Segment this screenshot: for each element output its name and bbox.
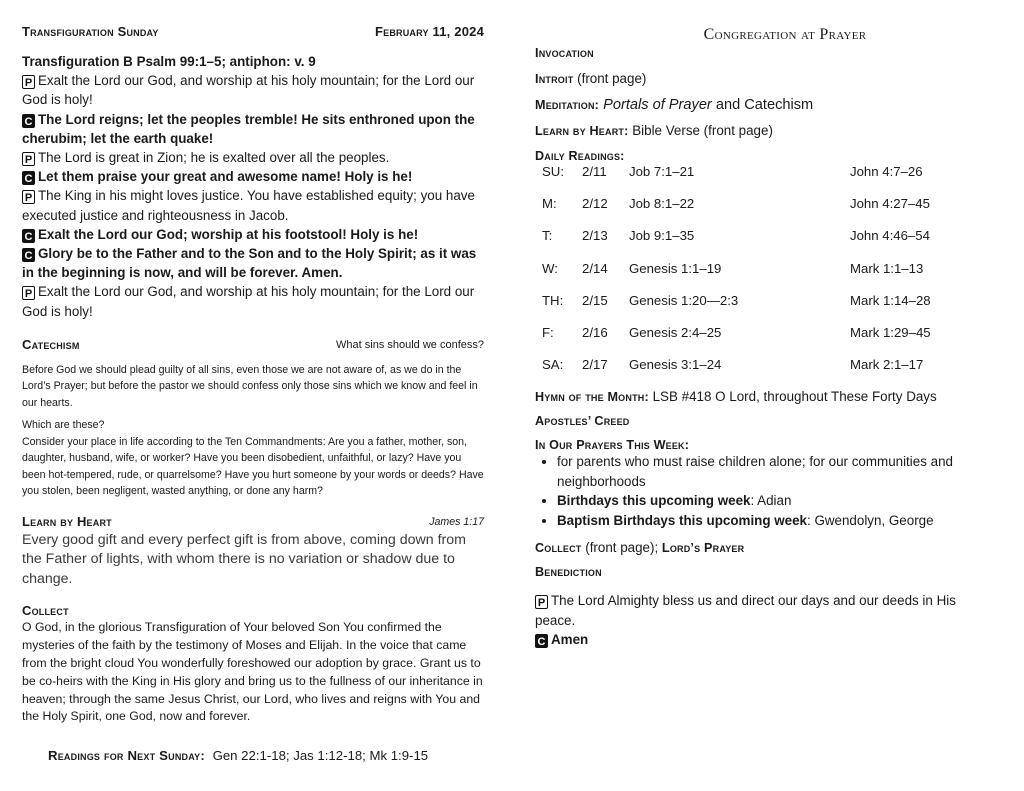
catechism-a2: Consider your place in life according to the Ten Commandments: Are you a father, mother, son, daughter, husband, wife, or worker? Have you been disobedient, unfaithful, or lazy? Have you been hot-tempered, rude, or quarrelsome? Have you hurt someone by your words or deeds? Have you stolen, been negligent, wasted anything, or done any harm? [22, 435, 484, 498]
verse-text: Every good gift and every perfect gift is from above, coming down from the Father of lights, with whom there is no variation or shadow due to change. [22, 531, 466, 587]
birthdays-label: Birthdays this upcoming week [557, 493, 751, 509]
reading-date: 2/16 [582, 324, 608, 340]
list-item [557, 511, 995, 531]
prayers-list [535, 452, 995, 530]
reading-ot: Genesis 2:4–25 [629, 324, 722, 340]
catechism-body [22, 362, 484, 500]
congregation-heading: Congregation at Prayer [703, 26, 867, 43]
learn-by-heart-section [22, 514, 484, 590]
catechism-question: What sins should we confess? [336, 338, 484, 351]
benediction-title: Benediction [535, 565, 602, 580]
congregation-icon: C [535, 634, 548, 648]
lords-prayer-label: Lord’s Prayer [661, 541, 745, 556]
meditation-label: Meditation: [535, 98, 600, 112]
right-collect-mid: (front page); [585, 540, 659, 556]
prayers-title: In Our Prayers This Week: [535, 438, 690, 453]
psalm-line-text: The King in his might loves justice. You have established equity; you have executed justice and righteousness in Jacob. [22, 188, 475, 223]
table-row [542, 193, 990, 225]
collect-prayer-line [535, 540, 995, 555]
psalm-line-text: Exalt the Lord our God; worship at his footstool! Holy is he! [38, 226, 419, 242]
psalm-line [22, 148, 484, 167]
right-learn-by-heart [535, 123, 995, 138]
collect-title: Collect [22, 603, 69, 619]
reading-day: TH: [542, 292, 564, 308]
baptism-names: : Gwendolyn, George [807, 512, 934, 528]
reading-date: 2/12 [582, 196, 608, 212]
reading-nt: John 4:46–54 [850, 228, 930, 244]
reading-ot: Genesis 1:1–19 [629, 260, 722, 276]
reading-nt: Mark 1:1–13 [850, 260, 924, 276]
pastor-icon: P [22, 152, 35, 166]
reading-day: SU: [542, 164, 564, 179]
catechism-q2: Which are these? [22, 419, 105, 432]
baptism-label: Baptism Birthdays this upcoming week [557, 512, 808, 528]
reading-date: 2/17 [582, 357, 608, 373]
verse-reference: James 1:17 [429, 515, 484, 528]
psalm-line-text: Glory be to the Father and to the Son and to the Holy Spirit; as it was in the beginning is now, and will be forever. Amen. [22, 246, 477, 281]
benediction-line [535, 591, 995, 629]
right-lbh-label: Learn by Heart: [535, 124, 629, 138]
benediction-line [535, 630, 995, 649]
introit-label: Introit [535, 72, 574, 86]
table-row [542, 322, 990, 354]
reading-day: T: [542, 228, 553, 244]
psalm-line-text: The Lord reigns; let the peoples tremble! He sits enthroned upon the cherubim; let the earth quake! [22, 111, 475, 146]
next-sunday-label: Readings for Next Sunday: [48, 748, 205, 763]
hymn-of-month [535, 389, 995, 404]
reading-day: SA: [542, 357, 564, 373]
reading-nt: John 4:7–26 [850, 164, 923, 179]
service-title: Transfiguration Sunday [22, 24, 159, 39]
reading-day: F: [542, 324, 554, 340]
reading-ot: Genesis 1:20—2:3 [629, 292, 739, 308]
learn-by-heart-title: Learn by Heart [22, 513, 112, 529]
invocation: Invocation [535, 46, 594, 60]
hymn-label: Hymn of the Month: [535, 390, 649, 405]
pastor-icon: P [22, 286, 35, 300]
list-item: • for parents who must raise children alone; for our communities and neighborhoods [557, 452, 995, 491]
reading-ot: Job 8:1–22 [629, 196, 695, 212]
introit-text: (front page) [577, 71, 647, 86]
reading-ot: Genesis 3:1–24 [629, 357, 722, 373]
left-column [22, 52, 484, 726]
psalm-line [22, 71, 484, 109]
daily-readings-title: Daily Readings: [535, 149, 625, 163]
psalm-line [22, 167, 484, 186]
meditation [535, 97, 995, 113]
reading-ot: Job 9:1–35 [629, 228, 695, 244]
birthdays-names: : Adian [750, 493, 792, 509]
prayers-section [535, 438, 995, 530]
right-column [535, 46, 995, 649]
psalm-line-text: The Lord is great in Zion; he is exalted over all the peoples. [38, 150, 390, 166]
reading-date: 2/14 [582, 260, 608, 276]
table-row [542, 161, 990, 193]
reading-nt: Mark 2:1–17 [850, 357, 924, 373]
next-sunday-text: Gen 22:1-18; Jas 1:12-18; Mk 1:9-15 [212, 748, 429, 763]
bulletin-header [22, 24, 484, 39]
benediction-c-text: Amen [551, 631, 589, 647]
table-row [542, 354, 990, 386]
pastor-icon: P [22, 190, 35, 204]
psalm-line-text: Exalt the Lord our God, and worship at his holy mountain; for the Lord our God is holy! [22, 284, 475, 319]
reading-date: 2/15 [582, 292, 608, 308]
reading-nt: Mark 1:14–28 [850, 292, 931, 308]
psalm-line [22, 244, 484, 282]
reading-date: 2/13 [582, 228, 608, 244]
psalm-heading: Transfiguration B Psalm 99:1–5; antiphon: v. 9 [22, 54, 316, 69]
introit [535, 71, 995, 86]
list-item [557, 491, 995, 511]
psalm-line [22, 282, 484, 320]
reading-nt: Mark 1:29–45 [850, 324, 931, 340]
catechism-section [22, 337, 484, 500]
daily-readings-table [542, 161, 990, 386]
table-row [542, 258, 990, 290]
catechism-answer: Before God we should plead guilty of all sins, even those we are not aware of, as we do in the Lord’s Prayer; but before the pastor we should confess only those sins which we know and feel in our hearts. [22, 363, 478, 409]
table-row [542, 290, 990, 322]
psalm-line [22, 225, 484, 244]
psalm-line [22, 110, 484, 148]
reading-day: M: [542, 196, 557, 212]
benediction-section [535, 591, 995, 649]
daily-readings [535, 149, 995, 386]
reading-day: W: [542, 260, 558, 276]
benediction-p-text: The Lord Almighty bless us and direct our days and our deeds in His peace. [535, 593, 956, 628]
congregation-icon: C [22, 114, 35, 128]
hymn-text: LSB #418 O Lord, throughout These Forty Days [652, 389, 937, 405]
congregation-icon: C [22, 248, 35, 262]
congregation-icon: C [22, 229, 35, 243]
pastor-icon: P [22, 75, 35, 89]
table-row [542, 225, 990, 257]
right-collect-label: Collect [535, 541, 582, 556]
apostles-creed: Apostles’ Creed [535, 414, 630, 429]
psalm-line-text: Exalt the Lord our God, and worship at his holy mountain; for the Lord our God is holy! [22, 73, 475, 108]
collect-section [22, 603, 484, 726]
meditation-book: Portals of Prayer [603, 97, 712, 113]
congregation-icon: C [22, 171, 35, 185]
right-lbh-text: Bible Verse (front page) [632, 123, 773, 138]
next-sunday-readings [48, 748, 428, 763]
service-date: February 11, 2024 [374, 24, 484, 39]
reading-nt: John 4:27–45 [850, 196, 930, 212]
meditation-rest: and Catechism [715, 97, 814, 113]
reading-date: 2/11 [582, 164, 607, 179]
psalm-section [22, 52, 484, 321]
catechism-title: Catechism [22, 336, 80, 352]
pastor-icon: P [535, 595, 548, 609]
reading-ot: Job 7:1–21 [629, 164, 695, 179]
psalm-line-text: Let them praise your great and awesome name! Holy is he! [38, 169, 413, 185]
collect-text: O God, in the glorious Transfiguration of Your beloved Son You confirmed the mysteries of the faith by the testimony of Moses and Elijah. In the voice that came from the bright cloud You wonderfully foreshowed our adoption by grace. Grant us to be co-heirs with the King in His glory and bring us to the fullness of our inheritance in heaven; through the same Jesus Christ, our Lord, who lives and reigns with You and the Holy Spirit, one God, now and forever. [22, 620, 483, 724]
psalm-line [22, 186, 484, 224]
